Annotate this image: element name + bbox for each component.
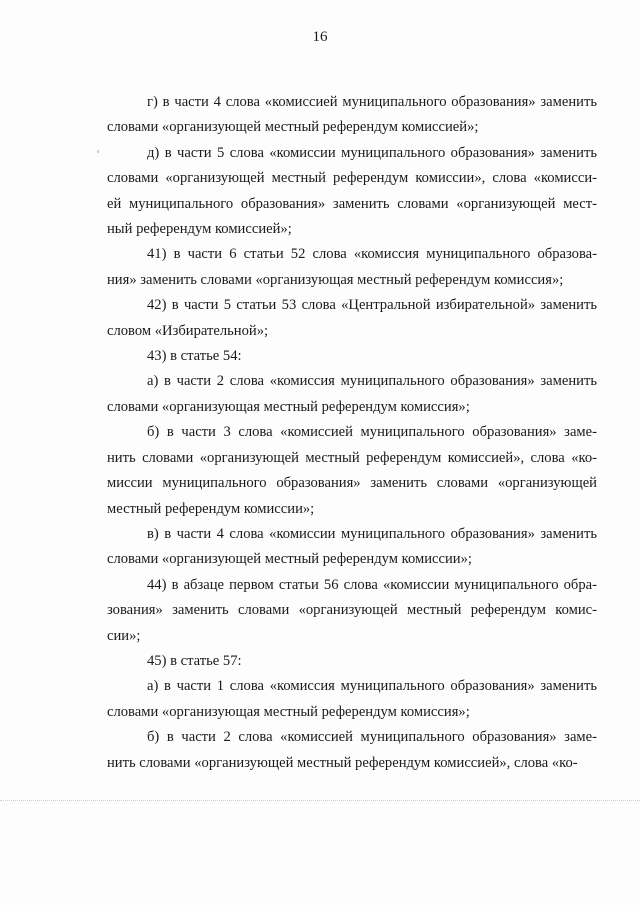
paragraph xyxy=(107,522,597,573)
text-line: зования» заменить словами «организующей местный референдум комис- xyxy=(107,602,597,619)
text-line: ный референдум комиссией»; xyxy=(107,221,292,238)
text-line: а) в части 2 слова «комиссия муниципального образования» заменить xyxy=(147,373,597,390)
text-line: ей муниципального образования» заменить словами «организующей мест- xyxy=(107,195,597,212)
text-line: в) в части 4 слова «комиссии муниципального образования» заменить xyxy=(147,525,597,542)
text-line: 42) в части 5 статьи 53 слова «Центральной избирательной» заменить xyxy=(147,297,597,314)
paragraph xyxy=(107,649,597,674)
text-line: 45) в статье 57: xyxy=(147,652,242,669)
paragraph xyxy=(107,242,597,293)
text-line: д) в части 5 слова «комиссии муниципального образования» заменить xyxy=(147,144,597,161)
text-line: сии»; xyxy=(107,627,141,644)
text-line: г) в части 4 слова «комиссией муниципального образования» заменить xyxy=(147,94,597,110)
scan-artifact-dot xyxy=(97,150,99,153)
text-line: 43) в статье 54: xyxy=(147,348,242,365)
page-number: 16 xyxy=(312,29,328,45)
paragraph xyxy=(107,90,597,141)
paragraph xyxy=(107,420,597,522)
text-line: ния» заменить словами «организующая местный референдум комиссия»; xyxy=(107,271,564,288)
paragraph xyxy=(107,344,597,369)
paragraph xyxy=(107,674,597,725)
text-line: 41) в части 6 статьи 52 слова «комиссия муниципального образова- xyxy=(147,246,597,263)
text-line: б) в части 2 слова «комиссией муниципального образования» заме- xyxy=(147,729,597,746)
scan-artifact-line xyxy=(0,800,640,802)
paragraph xyxy=(107,141,597,243)
text-line: а) в части 1 слова «комиссия муниципального образования» заменить xyxy=(147,678,597,695)
paragraph xyxy=(107,293,597,344)
text-line: нить словами «организующей местный референдум комиссией», слова «ко- xyxy=(107,449,597,466)
text-line: словами «организующая местный референдум комиссия»; xyxy=(107,398,470,415)
text-line: местный референдум комиссии»; xyxy=(107,500,315,517)
text-line: словами «организующей местный референдум комиссией»; xyxy=(107,119,479,136)
text-line: словами «организующей местный референдум комиссии», слова «комисси- xyxy=(107,170,597,187)
paragraph xyxy=(107,725,597,776)
text-line: словами «организующей местный референдум комиссии»; xyxy=(107,551,472,568)
paragraph xyxy=(107,573,597,649)
text-line: б) в части 3 слова «комиссией муниципального образования» заме- xyxy=(147,424,597,441)
document-body xyxy=(107,90,597,776)
paragraph xyxy=(107,369,597,420)
text-line: 44) в абзаце первом статьи 56 слова «комиссии муниципального обра- xyxy=(147,576,597,593)
text-line: словами «организующая местный референдум комиссия»; xyxy=(107,703,470,720)
text-line: нить словами «организующей местный референдум комиссией», слова «ко- xyxy=(107,754,578,771)
text-line: миссии муниципального образования» заменить словами «организующей xyxy=(107,475,597,492)
text-line: словом «Избирательной»; xyxy=(107,322,269,339)
